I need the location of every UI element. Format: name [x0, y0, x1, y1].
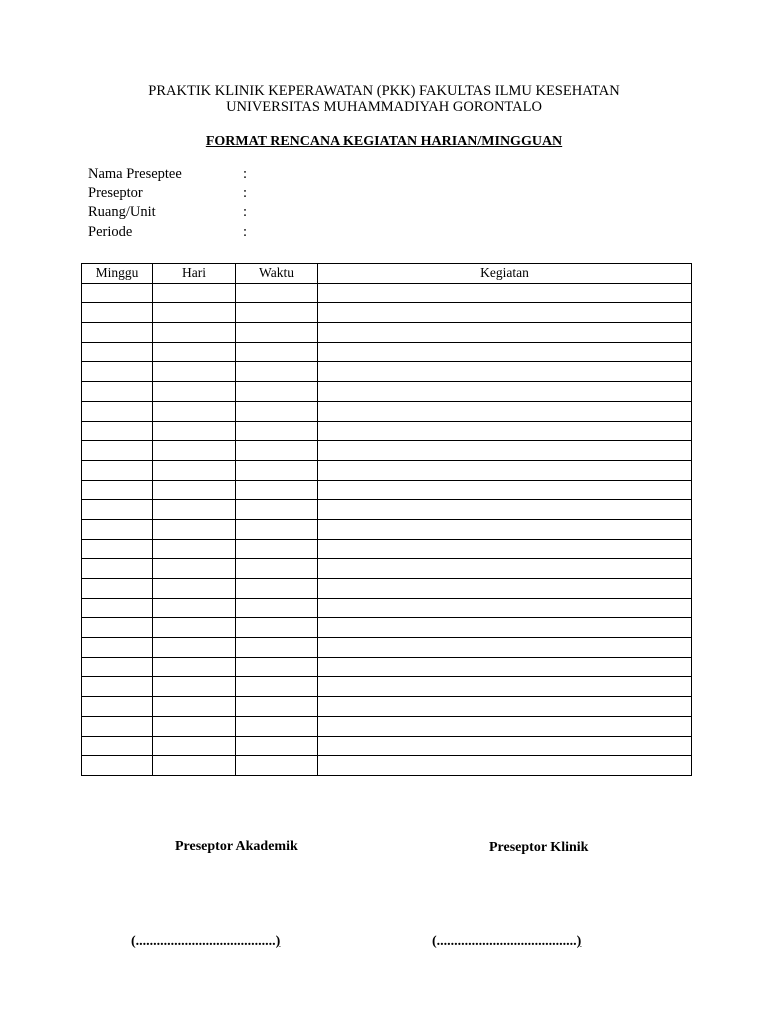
table-header-row — [82, 264, 692, 284]
table-cell — [236, 697, 318, 717]
table-cell — [153, 736, 236, 756]
table-row — [82, 657, 692, 677]
table-row — [82, 460, 692, 480]
table-cell — [236, 500, 318, 520]
table-cell — [153, 618, 236, 638]
table-cell — [153, 382, 236, 402]
field-separator: : — [243, 204, 248, 220]
table-cell — [82, 382, 153, 402]
table-row — [82, 559, 692, 579]
header-line-2: UNIVERSITAS MUHAMMADIYAH GORONTALO — [226, 99, 542, 115]
table-cell — [82, 362, 153, 382]
table-cell — [82, 342, 153, 362]
table-cell — [318, 401, 692, 421]
signature-line-klinik: (........................................) — [432, 934, 582, 949]
table-cell — [82, 579, 153, 599]
table-row — [82, 421, 692, 441]
col-header-waktu: Waktu — [236, 264, 318, 284]
table-cell — [153, 559, 236, 579]
table-cell — [153, 697, 236, 717]
table-cell — [82, 480, 153, 500]
field-separator: : — [243, 166, 248, 182]
table-row — [82, 579, 692, 599]
col-header-hari: Hari — [153, 264, 236, 284]
table-cell — [82, 323, 153, 343]
signature-label-klinik: Preseptor Klinik — [489, 840, 589, 855]
field-nama-preseptee — [88, 166, 247, 183]
table-cell — [82, 736, 153, 756]
table-cell — [236, 441, 318, 461]
table-cell — [236, 401, 318, 421]
table-cell — [236, 362, 318, 382]
table-cell — [236, 716, 318, 736]
field-periode — [88, 224, 247, 241]
table-row — [82, 539, 692, 559]
table-cell — [153, 421, 236, 441]
table-cell — [236, 323, 318, 343]
table-cell — [318, 460, 692, 480]
table-cell — [82, 401, 153, 421]
table-cell — [153, 283, 236, 303]
table-cell — [236, 598, 318, 618]
table-cell — [318, 697, 692, 717]
table-row — [82, 697, 692, 717]
table-cell — [236, 303, 318, 323]
signature-line-akademik: (........................................) — [131, 934, 281, 949]
table-cell — [82, 697, 153, 717]
table-cell — [318, 342, 692, 362]
table-row — [82, 716, 692, 736]
table-cell — [318, 618, 692, 638]
table-cell — [82, 283, 153, 303]
table-cell — [153, 598, 236, 618]
table-cell — [82, 441, 153, 461]
table-body — [82, 283, 692, 775]
table-cell — [318, 657, 692, 677]
table-cell — [318, 579, 692, 599]
field-separator: : — [243, 185, 248, 201]
table-cell — [236, 460, 318, 480]
table-cell — [153, 342, 236, 362]
table-cell — [82, 539, 153, 559]
table-cell — [153, 441, 236, 461]
table-cell — [153, 500, 236, 520]
table-cell — [82, 677, 153, 697]
table-cell — [82, 559, 153, 579]
table-cell — [236, 638, 318, 658]
table-cell — [318, 598, 692, 618]
table-cell — [153, 677, 236, 697]
table-cell — [318, 323, 692, 343]
table-row — [82, 638, 692, 658]
table-cell — [236, 559, 318, 579]
table-cell — [82, 303, 153, 323]
table-row — [82, 736, 692, 756]
table-row — [82, 598, 692, 618]
table-row — [82, 362, 692, 382]
table-cell — [236, 421, 318, 441]
table-cell — [153, 460, 236, 480]
field-label: Ruang/Unit — [88, 204, 156, 220]
table-cell — [82, 500, 153, 520]
table-cell — [236, 480, 318, 500]
table-cell — [82, 598, 153, 618]
activity-table — [81, 263, 692, 776]
signature-label-akademik: Preseptor Akademik — [175, 839, 298, 854]
table-cell — [318, 480, 692, 500]
table-cell — [236, 677, 318, 697]
table-cell — [153, 657, 236, 677]
table-row — [82, 323, 692, 343]
table-cell — [236, 283, 318, 303]
field-preseptor — [88, 185, 247, 202]
table-row — [82, 441, 692, 461]
table-cell — [236, 618, 318, 638]
table-cell — [318, 677, 692, 697]
table-row — [82, 519, 692, 539]
table-cell — [82, 618, 153, 638]
table-cell — [153, 303, 236, 323]
table-cell — [318, 441, 692, 461]
table-cell — [318, 421, 692, 441]
table-cell — [236, 539, 318, 559]
table-cell — [153, 362, 236, 382]
table-cell — [318, 362, 692, 382]
field-ruang-unit — [88, 204, 247, 221]
field-label: Periode — [88, 224, 133, 240]
table-cell — [236, 657, 318, 677]
table-cell — [318, 539, 692, 559]
table-row — [82, 480, 692, 500]
table-cell — [318, 716, 692, 736]
table-cell — [318, 756, 692, 776]
col-header-minggu: Minggu — [82, 264, 153, 284]
table-cell — [153, 539, 236, 559]
table-cell — [236, 736, 318, 756]
header-line-1: PRAKTIK KLINIK KEPERAWATAN (PKK) FAKULTAS ILMU KESEHATAN — [148, 83, 620, 99]
table-row — [82, 677, 692, 697]
table-row — [82, 382, 692, 402]
table-row — [82, 303, 692, 323]
form-title: FORMAT RENCANA KEGIATAN HARIAN/MINGGUAN — [205, 134, 563, 149]
table-row — [82, 401, 692, 421]
table-cell — [236, 579, 318, 599]
table-cell — [82, 716, 153, 736]
table-cell — [318, 382, 692, 402]
table-row — [82, 342, 692, 362]
table-cell — [153, 638, 236, 658]
table-cell — [153, 519, 236, 539]
table-cell — [82, 657, 153, 677]
table-cell — [236, 756, 318, 776]
field-separator: : — [243, 224, 248, 240]
table-cell — [153, 579, 236, 599]
table-cell — [318, 638, 692, 658]
field-label: Nama Preseptee — [88, 166, 182, 182]
table-cell — [82, 460, 153, 480]
table-cell — [318, 736, 692, 756]
table-cell — [153, 716, 236, 736]
table-cell — [236, 342, 318, 362]
table-cell — [318, 519, 692, 539]
table-cell — [318, 559, 692, 579]
field-label: Preseptor — [88, 185, 143, 201]
table-cell — [153, 480, 236, 500]
table-cell — [236, 382, 318, 402]
table-cell — [318, 303, 692, 323]
table-cell — [82, 421, 153, 441]
table-cell — [318, 500, 692, 520]
col-header-kegiatan: Kegiatan — [318, 264, 692, 284]
table-cell — [82, 638, 153, 658]
table-cell — [153, 401, 236, 421]
table-cell — [318, 283, 692, 303]
table-cell — [153, 323, 236, 343]
table-cell — [82, 756, 153, 776]
table-row — [82, 618, 692, 638]
table-row — [82, 756, 692, 776]
table-cell — [153, 756, 236, 776]
table-row — [82, 500, 692, 520]
table-row — [82, 283, 692, 303]
table-cell — [236, 519, 318, 539]
table-cell — [82, 519, 153, 539]
